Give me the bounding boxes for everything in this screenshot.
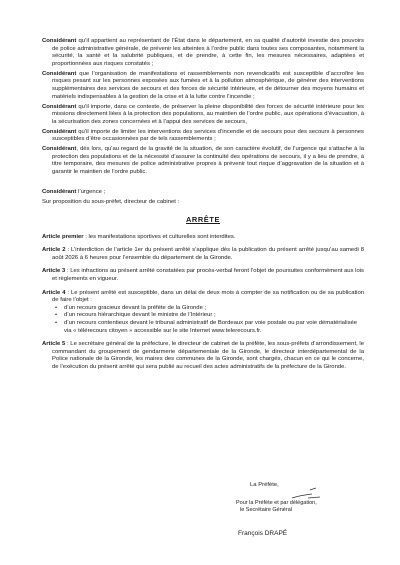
signatory-role: La Préfète, (250, 482, 279, 488)
article-lead: Article 3 (42, 268, 66, 275)
article-lead: Article premier (42, 233, 84, 240)
delegation-line: le Secrétaire Général (240, 506, 292, 513)
considerant-lead: Considérant (42, 103, 77, 110)
considerant-lead: Considérant (42, 38, 77, 44)
signatory-name: François DRAPÉ (238, 530, 288, 537)
considerant-3 (42, 104, 364, 127)
considerant-text: , dès lors, qu’au regard de la gravité de la situation, de son caractère évolutif, de l’urgence qui s’attache à la protection des populations et de la nécessité d’assurer la continuité des opérations de secours, il y a lieu de prendre, à titre temporaire, des mesures de police administrative propres à prévenir tout risque d’aggravation de la situation et à garantir le maintien de l’ordre public. (52, 146, 364, 176)
delegation-line: Pour la Préfète et par délégation, (236, 500, 317, 506)
list-item: • d’un recours contentieux devant le tribunal administratif de Bordeaux par voie postale ou par voie dématérialisée via « télérecours citoyen » accessible sur le site Internet www.telerecours.fr. (64, 320, 364, 335)
article-1 (42, 234, 364, 242)
delegation-text (236, 500, 317, 513)
article-lead: Article 2 (42, 247, 66, 254)
article-lead: Article 4 (42, 289, 66, 296)
considerant-text: l’urgence ; (76, 189, 106, 196)
signature-block (230, 482, 370, 537)
considerant-text: que l’organisation de manifestations et rassemblements non revendicatifs est susceptible d’accroître les risques pesant sur les personnes exposées aux fumées et à la pollution atmosphérique, de générer des interventions supplémentaires des services de secours et des forces de sécurité intérieure, et de détourner des moyens humains et matériels indispensables à la gestion de la crise et à la lutte contre l’incendie ; (52, 70, 364, 100)
considerant-lead: Considérant (42, 70, 77, 77)
considerant-1 (42, 38, 364, 68)
article-lead: Article 5 (42, 341, 66, 348)
considerant-5 (42, 146, 364, 176)
considerant-urgence (42, 189, 364, 197)
list-item: • d’un recours hiérarchique devant le ministre de l’Intérieur ; (64, 312, 364, 320)
article-4 (42, 290, 364, 336)
considerant-text: qu’il appartient au représentant de l’État dans le département, en sa qualité d’autorité investie des pouvoirs de police administrative générale, de prévenir les atteintes à l’ordre public dans toutes ses composantes, notamment la sécurité, la santé et la salubrité publiques, et de prendre, à cette fin, les mesures nécessaires, adaptées et proportionnées aux risques constatés ; (52, 38, 364, 67)
considerant-lead: Considérant (42, 128, 77, 135)
considerant-lead: Considérant (42, 146, 77, 153)
article-2 (42, 247, 364, 262)
document-page (42, 38, 364, 378)
arrete-title: ARRÊTE (186, 214, 220, 224)
considerant-lead: Considérant (42, 189, 77, 196)
considerant-4 (42, 129, 364, 144)
list-item: • d’un recours gracieux devant la préfète de la Gironde ; (64, 305, 364, 313)
article-text: : L’interdiction de l’article 1er du présent arrêté s’applique dès la publication du présent arrêté jusqu’au samedi 8 août 2026 à 6 heures pour l’ensemble du département de la Gironde. (52, 247, 364, 261)
article-text: : les manifestations sportives et culturelles sont interdites. (83, 233, 236, 240)
article-3 (42, 268, 364, 283)
considerant-text: qu’il importe, dans ce contexte, de préserver la pleine disponibilité des forces de sécurité intérieure pour les missions directement liées à la protection des populations, au maintien de l’ordre public, aux opérations d’évacuation, à la sécurisation des zones concernées et à l’appui des services de secours, (52, 103, 364, 125)
article-5 (42, 341, 364, 371)
article-text: : Le secrétaire général de la préfecture, le directeur de cabinet de la préfète, les sous-préfets d’arrondissement, le commandant du groupement de gendarmerie départementale de la Gironde, le directeur interdépartemental de la Police nationale de la Gironde, les maires des communes de la Gironde, sont chargés, chacun en ce qui le concerne, de l’exécution du présent arrêté qui sera publié au recueil des actes administratifs de la préfecture de la Gironde. (52, 341, 364, 370)
proposition-line: Sur proposition du sous-préfet, directeur de cabinet : (42, 199, 180, 206)
article-text: : Les infractions au présent arrêté constatées par procès-verbal feront l’objet de poursuites conformément aux lois et règlements en vigueur. (52, 268, 364, 282)
recours-list (42, 305, 364, 335)
article-text: : Le présent arrêté est susceptible, dans un délai de deux mois à compter de sa notification ou de sa publication de faire l’objet : (52, 289, 365, 304)
considerant-text: qu’il importe de limiter les interventions des services d’incendie et de secours pour des secours à personnes susceptibles d’être occasionnées par de tels rassemblements ; (52, 128, 364, 143)
considerant-2 (42, 71, 364, 101)
